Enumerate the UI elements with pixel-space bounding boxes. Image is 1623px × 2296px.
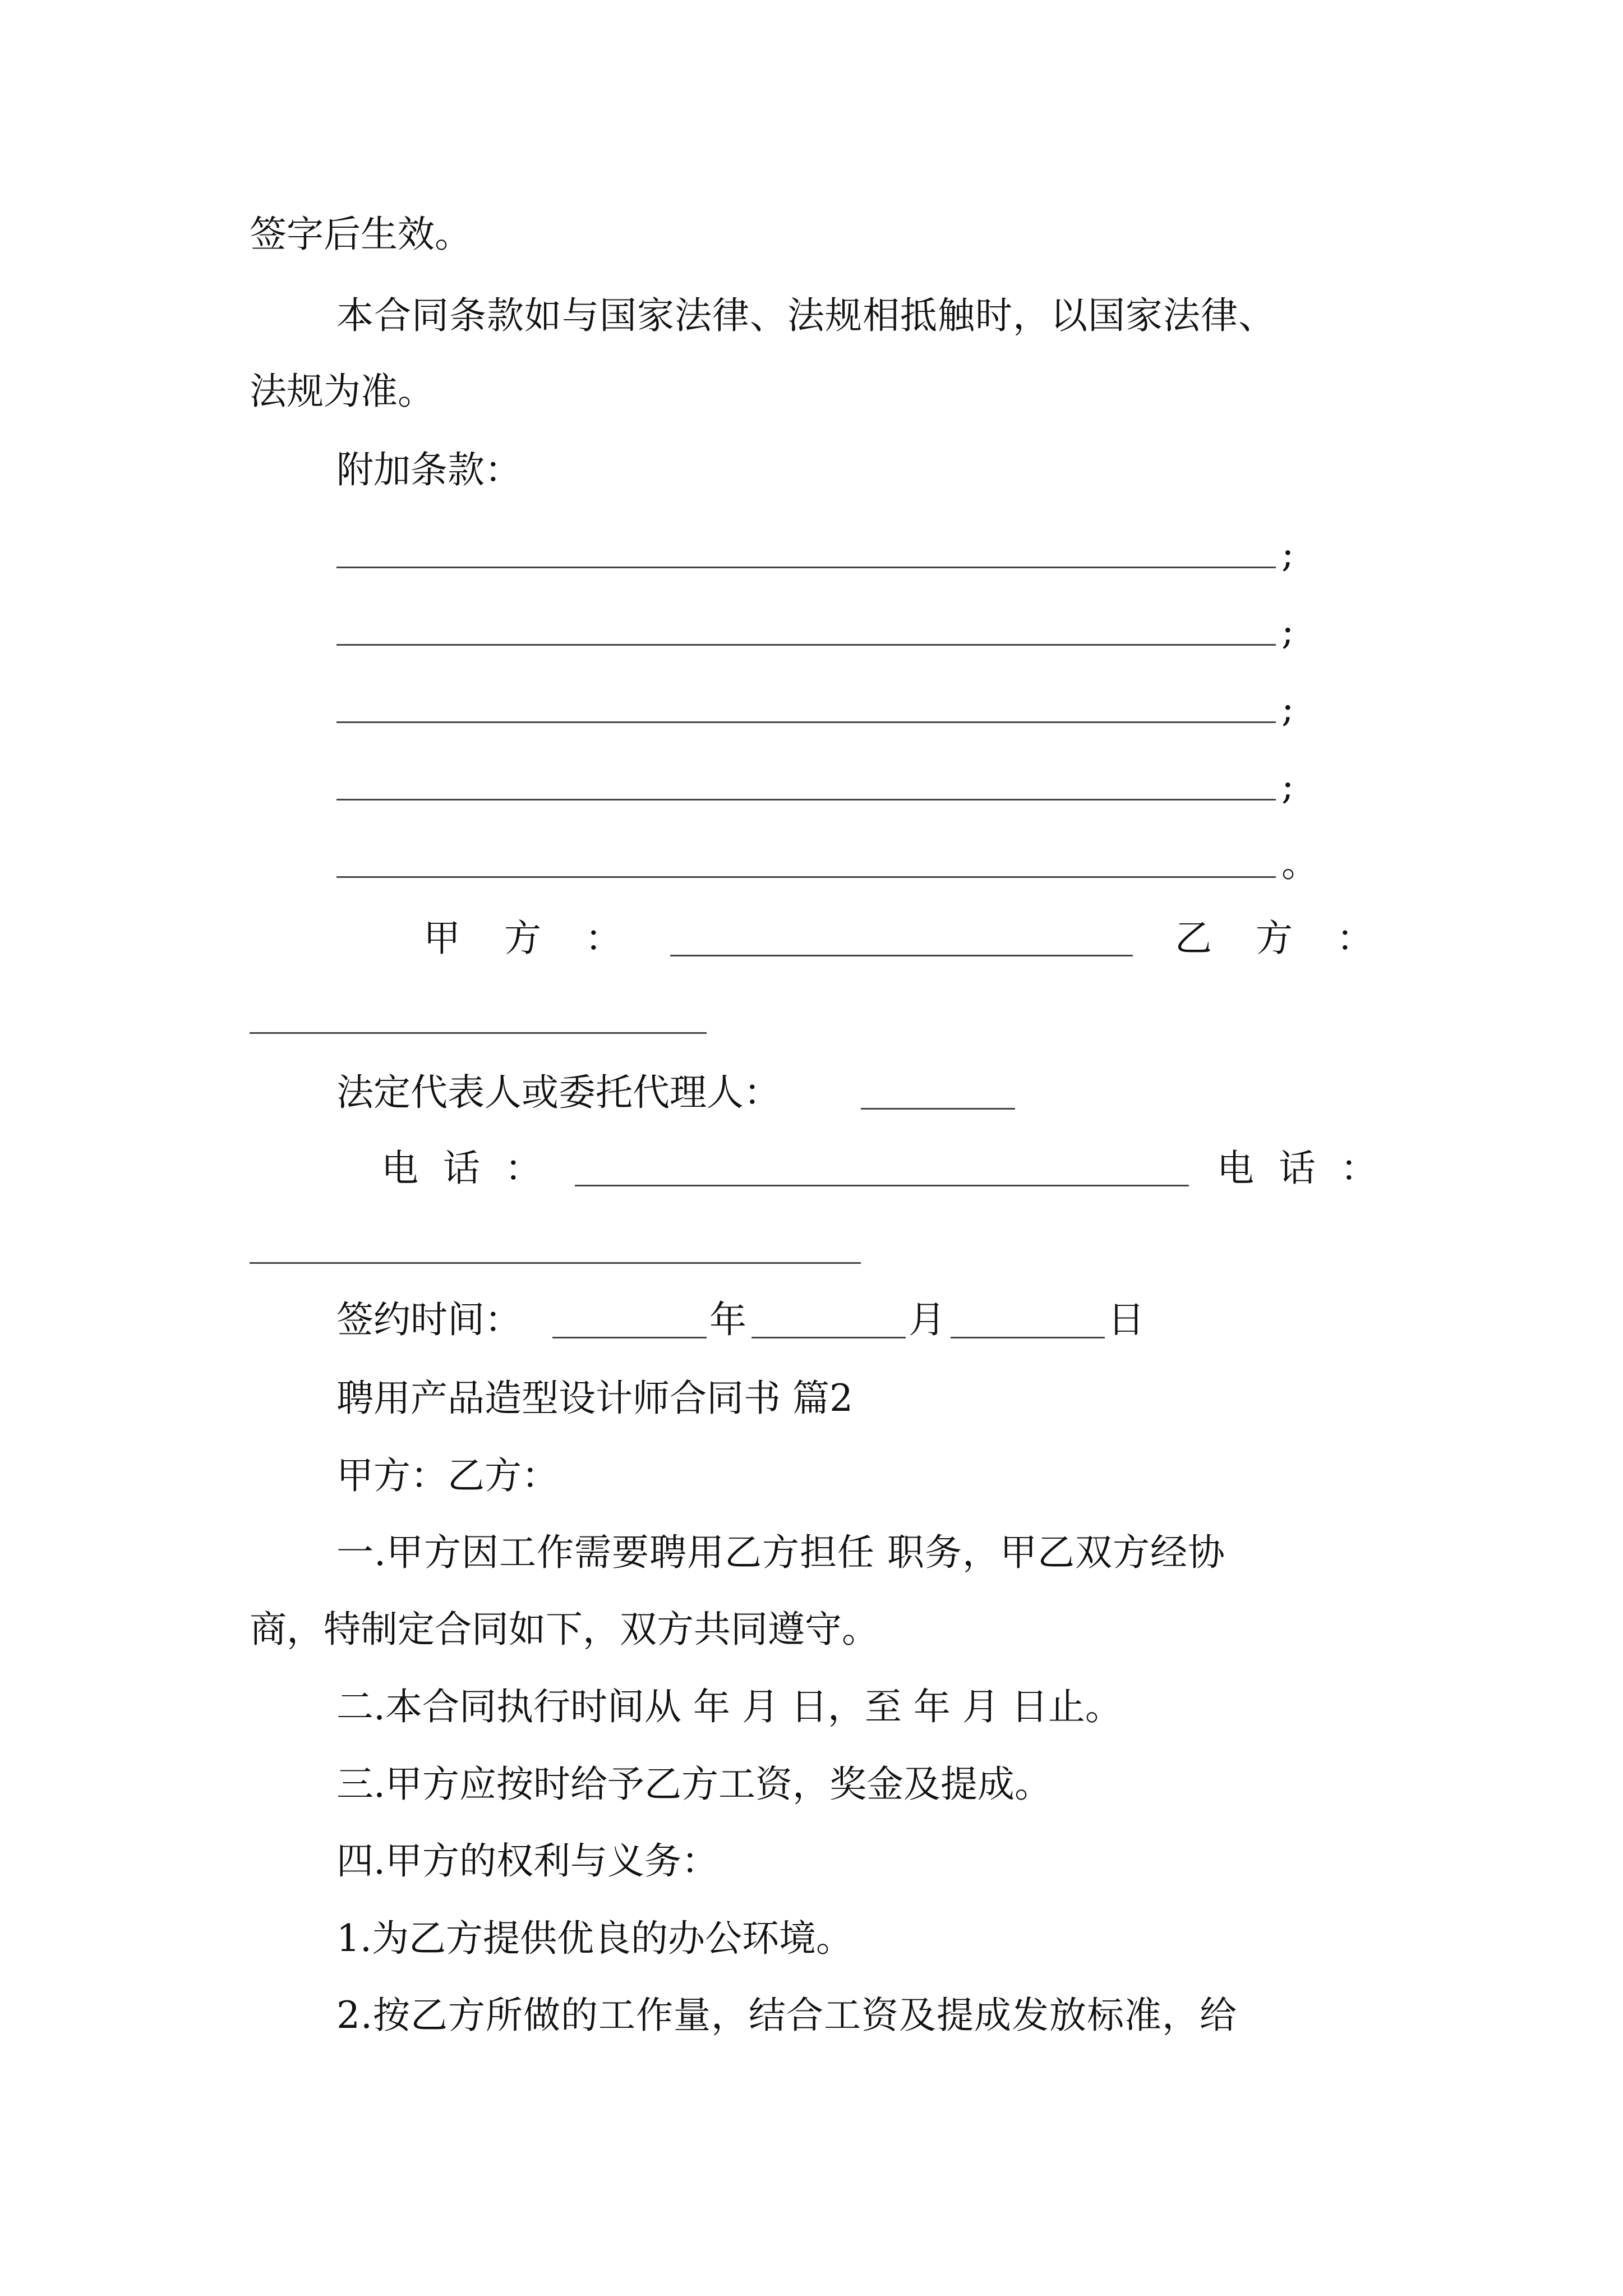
- clause-4-item-2: 2.按乙方所做的工作量，结合工资及提成发放标准，给: [336, 1994, 1237, 2037]
- month-label: 月: [909, 1298, 946, 1341]
- addendum-blank-line: [336, 567, 1276, 568]
- clause-1-line-2: 商，特制定合同如下，双方共同遵守。: [250, 1608, 879, 1651]
- clause-2: 二.本合同执行时间从 年 月 日，至 年 月 日止。: [336, 1685, 1122, 1728]
- signing-time-label: 签约时间：: [336, 1298, 522, 1341]
- text-line: 签字后生效。: [250, 213, 472, 256]
- text-line: 法规为准。: [250, 370, 435, 413]
- addendum-heading: 附加条款：: [336, 448, 522, 491]
- addendum-blank-line: [336, 876, 1276, 878]
- clause-1-line-1: 一.甲方因工作需要聘用乙方担任 职务，甲乙双方经协: [336, 1531, 1225, 1574]
- party-b-blank: [250, 1032, 707, 1034]
- party-b-phone-label: 电话：: [1217, 1147, 1402, 1190]
- year-label: 年: [709, 1298, 746, 1341]
- month-blank: [751, 1337, 906, 1338]
- representative-blank: [861, 1108, 1015, 1110]
- addendum-line-end: ;: [1281, 687, 1294, 730]
- party-b-label: 乙方：: [1175, 917, 1417, 960]
- clause-3: 三.甲方应按时给予乙方工资，奖金及提成。: [336, 1763, 1052, 1806]
- addendum-line-end: ;: [1281, 532, 1294, 576]
- day-label: 日: [1108, 1298, 1145, 1341]
- representative-label: 法定代表人或委托代理人：: [336, 1071, 781, 1114]
- addendum-blank-line: [336, 644, 1276, 646]
- party-a-label: 甲方：: [423, 917, 666, 960]
- party-a-blank: [670, 955, 1133, 956]
- clause-4: 四.甲方的权利与义务：: [336, 1839, 718, 1883]
- addendum-line-end: ;: [1281, 765, 1294, 808]
- party-a-phone-label: 电话：: [381, 1147, 566, 1190]
- parties-line: 甲方：乙方：: [336, 1454, 559, 1497]
- day-blank: [951, 1337, 1105, 1338]
- addendum-line-end: 。: [1281, 842, 1318, 885]
- addendum-blank-line: [336, 799, 1276, 800]
- party-b-phone-blank: [250, 1262, 861, 1264]
- party-a-phone-blank: [575, 1185, 1189, 1186]
- clause-4-item-1: 1.为乙方提供优良的办公环境。: [336, 1917, 853, 1960]
- addendum-blank-line: [336, 721, 1276, 723]
- section-title: 聘用产品造型设计师合同书 篇2: [336, 1377, 853, 1420]
- addendum-line-end: ;: [1281, 610, 1294, 653]
- year-blank: [552, 1337, 707, 1338]
- text-line: 本合同条款如与国家法律、法规相抵触时，以国家法律、: [336, 294, 1276, 337]
